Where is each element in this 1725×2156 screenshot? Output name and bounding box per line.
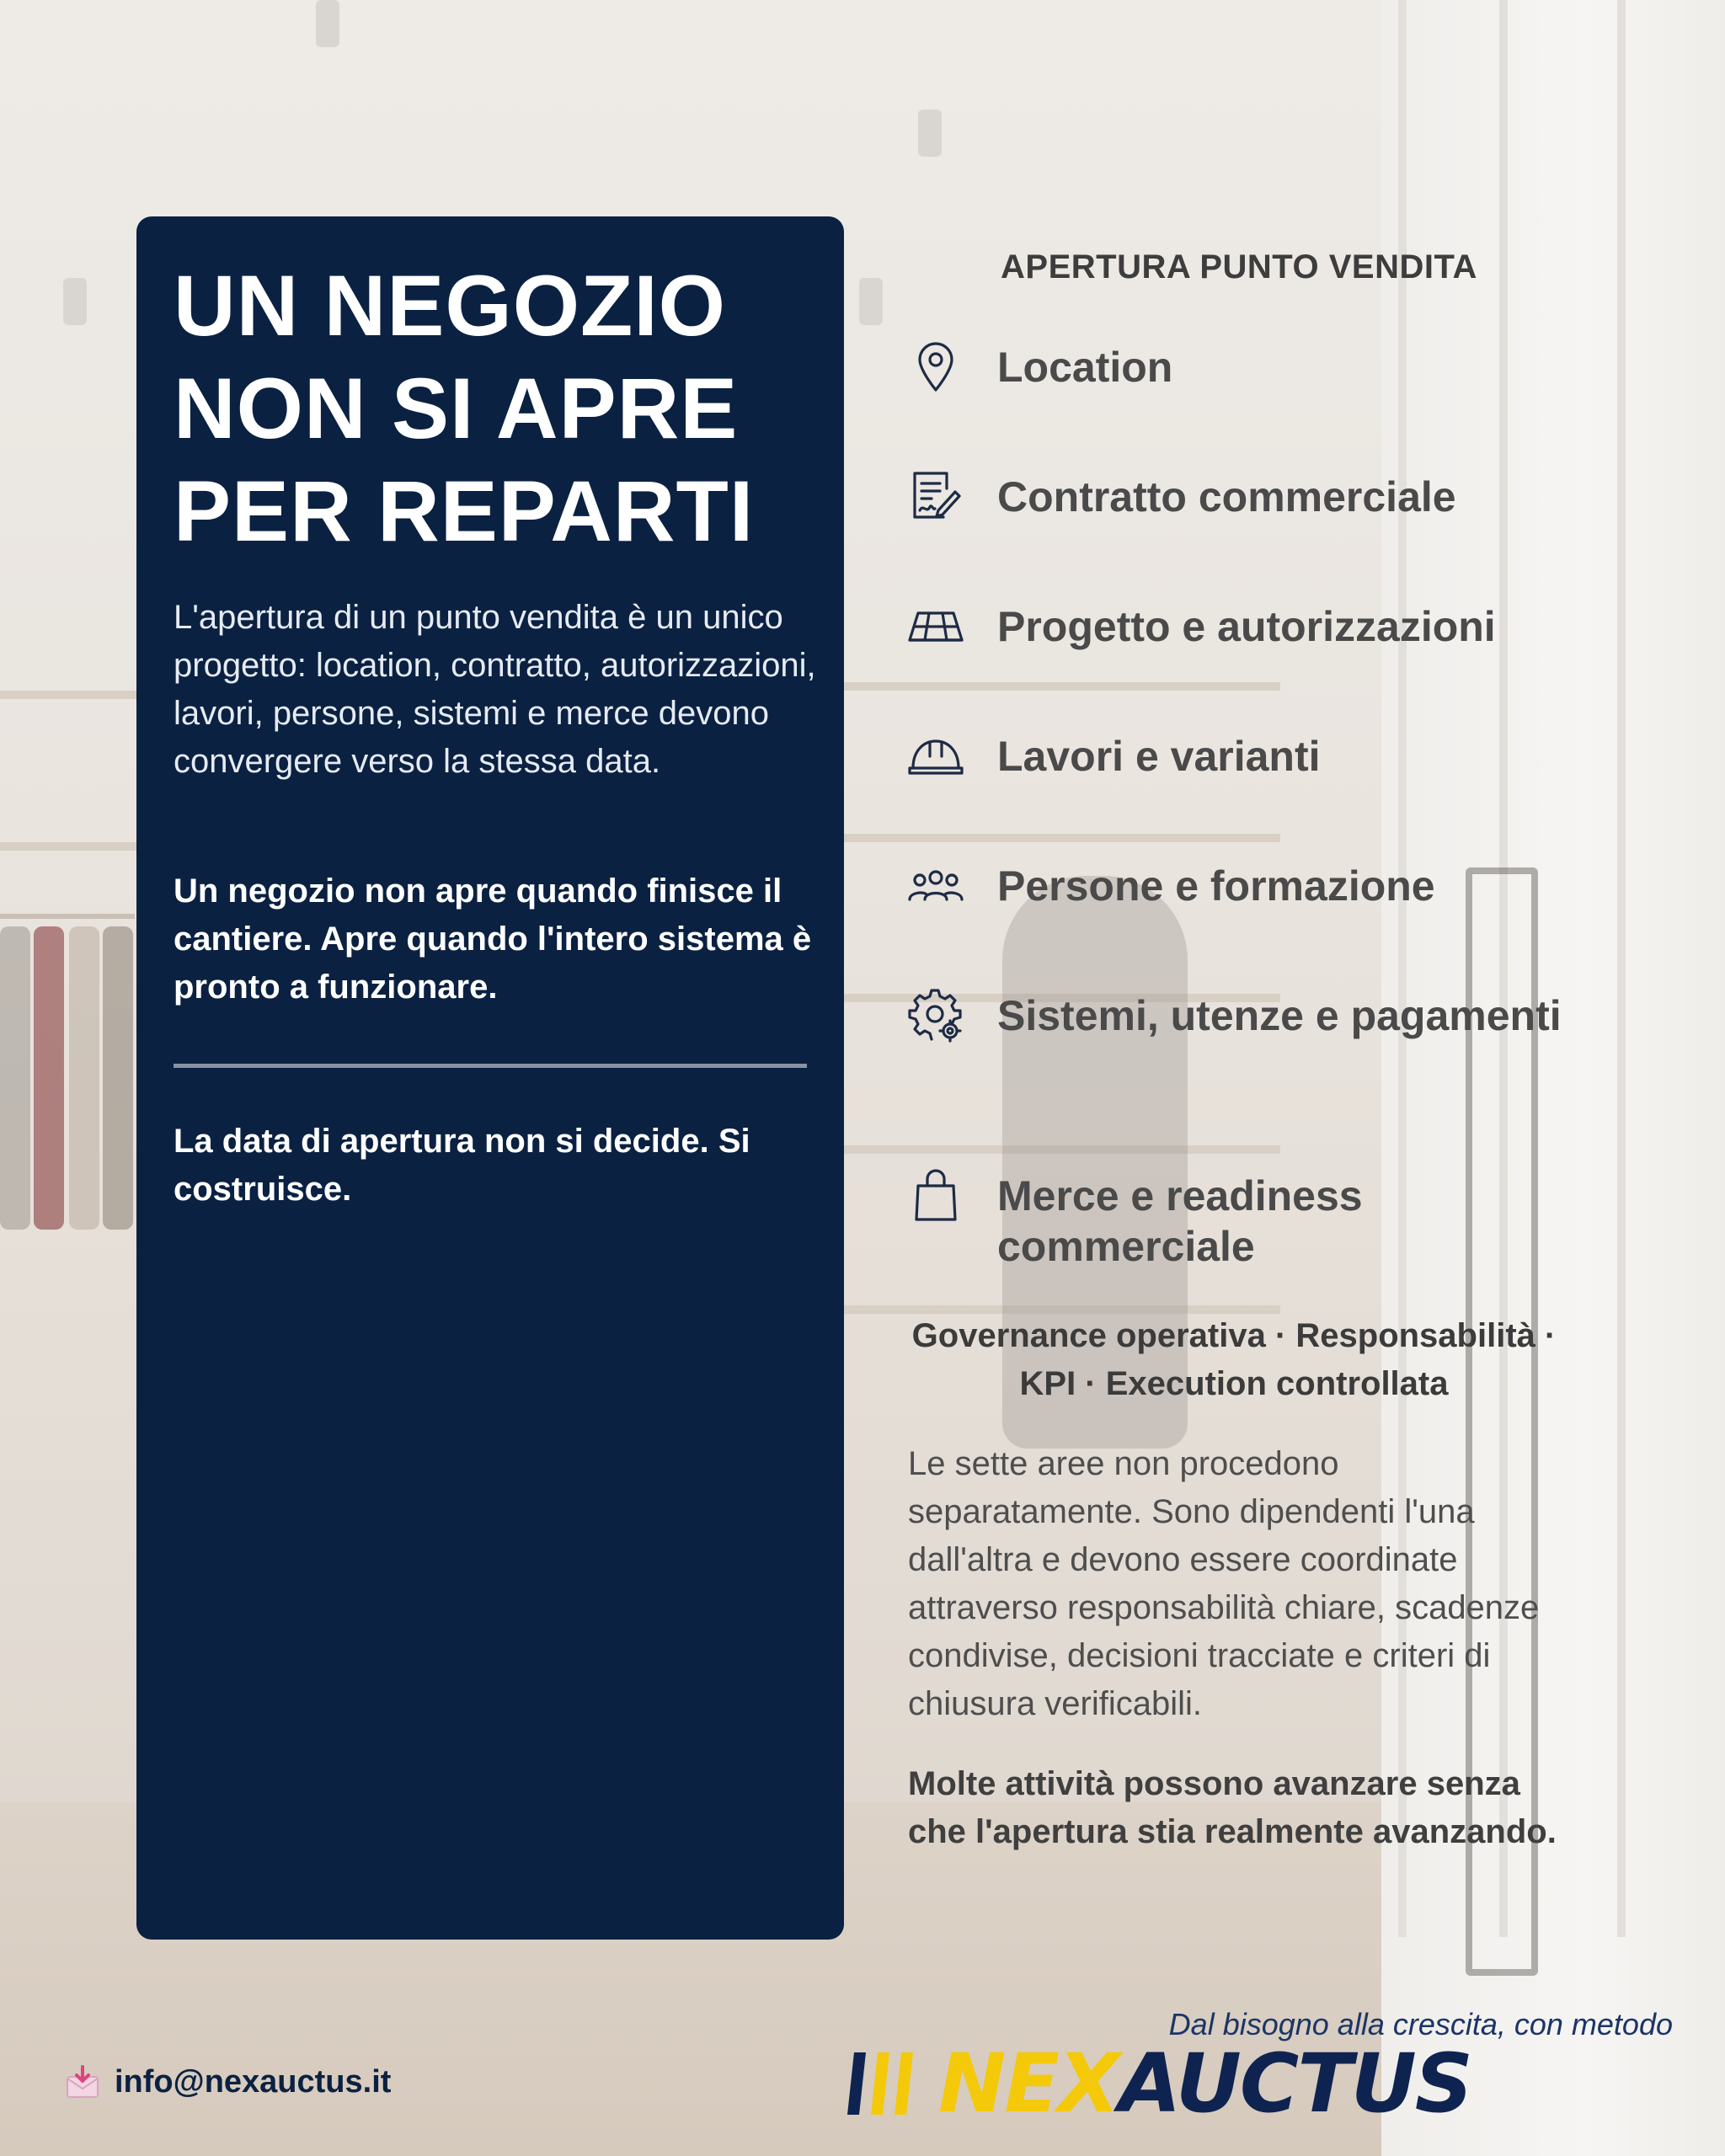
location-pin-icon xyxy=(906,337,965,396)
contract-document-icon xyxy=(906,467,965,526)
email-address[interactable]: info@nexauctus.it xyxy=(115,2063,392,2100)
area-label: Lavori e varianti xyxy=(997,733,1321,780)
area-label: Persone e formazione xyxy=(997,862,1435,910)
headline-line: PER REPARTI xyxy=(174,463,755,559)
area-label: Merce e readiness commerciale xyxy=(997,1172,1363,1270)
gear-system-icon xyxy=(906,985,965,1044)
governance-line: Governance operativa · Responsabilità · KPI · Execution controllata xyxy=(911,1317,1557,1402)
logo-wordmark xyxy=(938,2036,1471,2131)
logo-bars-icon xyxy=(842,2046,927,2121)
headline xyxy=(174,254,814,563)
section-title: APERTURA PUNTO VENDITA xyxy=(1001,248,1477,286)
garment xyxy=(103,926,133,1230)
shelf xyxy=(842,682,1280,691)
tagline: Dal bisogno alla crescita, con metodo xyxy=(1168,2007,1673,2041)
body-paragraph: Le sette aree non procedono separatamente. Sono dipendenti l'una dall'altra e devono essere coordinate attraverso responsabilità chiare, scadenze condivise, decisioni tracciate e criteri di chiusura verificabili. xyxy=(908,1445,1540,1722)
ceiling-spotlight xyxy=(918,109,942,157)
shelf xyxy=(0,691,136,699)
people-icon xyxy=(906,856,965,915)
body-key-statement: Molte attività possono avanzare senza che l'apertura stia realmente avanzando. xyxy=(908,1765,1557,1850)
area-label: Sistemi, utenze e pagamenti xyxy=(997,992,1562,1039)
window-frame xyxy=(1617,0,1626,1937)
ceiling-spotlight xyxy=(859,278,883,325)
headline-line: NON SI APRE xyxy=(174,360,739,456)
nexauctus-logo xyxy=(842,2036,1471,2131)
logo-wordmark-auctus: AUCTUS xyxy=(1118,2036,1471,2131)
divider xyxy=(174,1064,807,1068)
intro-card xyxy=(136,216,844,1940)
blueprint-icon xyxy=(906,596,965,655)
mail-download-icon xyxy=(66,2065,99,2099)
headline-line: UN NEGOZIO xyxy=(174,258,727,354)
hard-hat-icon xyxy=(906,726,965,785)
logo-wordmark-nex: NEX xyxy=(938,2036,1119,2131)
garment xyxy=(34,926,64,1230)
closing-statement: La data di apertura non si decide. Si costruisce. xyxy=(174,1123,750,1208)
garment xyxy=(0,926,30,1230)
ceiling-spotlight xyxy=(63,278,87,325)
key-statement: Un negozio non apre quando finisce il cantiere. Apre quando l'intero sistema è pronto a funzionare. xyxy=(174,873,812,1006)
intro-paragraph: L'apertura di un punto vendita è un unico progetto: location, contratto, autorizzazioni, lavori, persone, sistemi e merce devono convergere verso la stessa data. xyxy=(174,599,816,780)
area-label: Location xyxy=(997,344,1173,391)
area-label: Contratto commerciale xyxy=(997,473,1456,520)
area-label: Progetto e autorizzazioni xyxy=(997,603,1496,650)
shopping-bag-icon xyxy=(906,1166,965,1225)
shelf xyxy=(0,842,136,851)
shelf xyxy=(842,834,1280,842)
contact-email[interactable] xyxy=(66,2063,391,2101)
ceiling-spotlight xyxy=(316,0,339,47)
clothing-rack xyxy=(0,914,135,919)
garment xyxy=(69,926,99,1230)
